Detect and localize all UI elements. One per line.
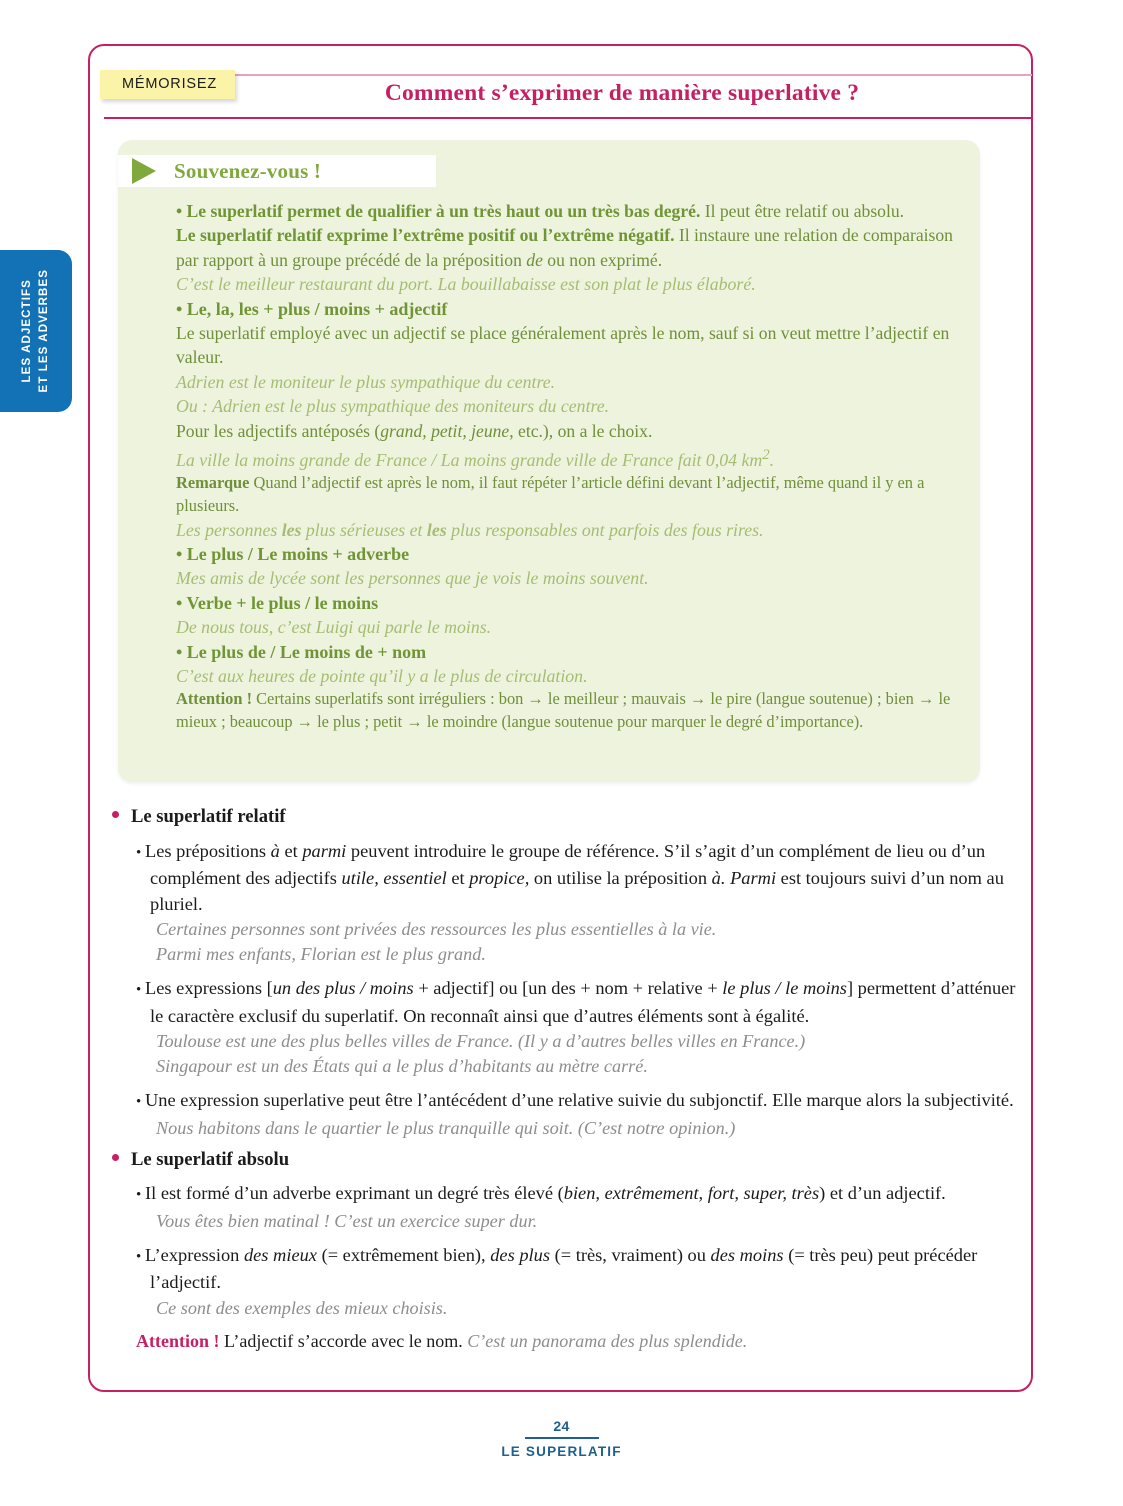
remember-example-4 bbox=[176, 443, 966, 472]
remember-remark bbox=[176, 472, 966, 517]
example-line: Nous habitons dans le quartier le plus tranquille qui soit. (C’est notre opinion.) bbox=[156, 1117, 736, 1138]
remember-box-content bbox=[176, 199, 966, 734]
remember-p2-italic: de bbox=[526, 249, 543, 270]
header-rule-top bbox=[212, 74, 1032, 76]
remember-example-1: C’est le meilleur restaurant du port. La bouillabaisse est son plat le plus élaboré. bbox=[176, 274, 756, 295]
example-line: Toulouse est une des plus belles villes de France. (Il y a d’autres belles villes en France.) bbox=[156, 1031, 806, 1051]
play-triangle-icon bbox=[132, 158, 156, 184]
footer-label: LE SUPERLATIF bbox=[501, 1443, 622, 1459]
ex5-b: plus sérieuses et bbox=[301, 519, 427, 540]
ex5-b2: les bbox=[426, 519, 447, 540]
remember-p2-rest-a: Il instaure une relation de comparaison par rapport à un groupe précédé de la préposition bbox=[176, 225, 953, 270]
final-attention bbox=[136, 1329, 1024, 1355]
remember-example-6: Mes amis de lycée sont les personnes que je vois le moins souvent. bbox=[176, 568, 649, 589]
remember-p2-rest-b: ou non exprimé. bbox=[542, 249, 663, 270]
remember-paragraph-2 bbox=[176, 223, 966, 272]
remember-rule-1-text2-b: , etc.), on a le choix. bbox=[509, 420, 653, 441]
footer bbox=[0, 1418, 1123, 1459]
remember-box-header bbox=[132, 155, 321, 187]
remember-p1-bold: • Le superlatif permet de qualifier à un très haut ou un très bas degré. bbox=[176, 201, 701, 221]
side-tab-line-2: ET LES ADVERBES bbox=[38, 269, 50, 393]
example-line: Singapour est un des États qui a le plus d’habitants au mètre carré. bbox=[156, 1056, 648, 1076]
example-line: Vous êtes bien matinal ! C’est un exercice super dur. bbox=[156, 1210, 538, 1231]
ex5-b1: les bbox=[281, 519, 302, 540]
remember-rule-3: • Verbe + le plus / le moins bbox=[176, 592, 379, 613]
example-line: Parmi mes enfants, Florian est le plus grand. bbox=[156, 944, 486, 964]
remember-p2-bold: Le superlatif relatif exprime l’extrême positif ou l’extrême négatif. bbox=[176, 225, 675, 246]
section-bullet-icon bbox=[112, 1154, 119, 1161]
side-tab-line-1: LES ADJECTIFS bbox=[21, 279, 33, 383]
footer-rule bbox=[525, 1437, 599, 1439]
remember-attention bbox=[176, 688, 966, 733]
remark-text: Quand l’adjectif est après le nom, il faut répéter l’article défini devant l’adjectif, même quand il y en a plusieurs. bbox=[176, 473, 925, 515]
section-heading-absolu bbox=[112, 1147, 1024, 1173]
ex5-c: plus responsables ont parfois des fous rires. bbox=[446, 519, 764, 540]
remember-rule-1-text2-italic: grand, petit, jeune bbox=[380, 420, 510, 441]
remember-rule-2: • Le plus / Le moins + adverbe bbox=[176, 543, 410, 564]
section-heading-relatif bbox=[112, 804, 1024, 830]
header-rule-bottom bbox=[104, 117, 1032, 119]
page-title: Comment s’exprimer de manière superlative ? bbox=[384, 80, 860, 106]
example-line: Certaines personnes sont privées des ressources les plus essentielles à la vie. bbox=[156, 919, 717, 939]
remember-p1-rest: Il peut être relatif ou absolu. bbox=[700, 201, 905, 221]
final-attention-text: L’adjectif s’accorde avec le nom. bbox=[219, 1330, 468, 1351]
remember-rule-1-text: Le superlatif employé avec un adjectif se place généralement après le nom, sauf si on veut mettre l’adjectif en valeur. bbox=[176, 323, 950, 368]
remember-rule-4: • Le plus de / Le moins de + nom bbox=[176, 641, 427, 662]
example-line: Ce sont des exemples des mieux choisis. bbox=[156, 1297, 448, 1318]
section-side-tab bbox=[0, 250, 72, 412]
list-item: • L’expression des mieux (= extrêmement bien), des plus (= très, vraiment) ou des moins (= très peu) peut précéder l’adjectif. bbox=[136, 1243, 1024, 1296]
remember-example-4-main: La ville la moins grande de France / La moins grande ville de France fait 0,04 km bbox=[176, 449, 763, 470]
memorisez-badge: MÉMORISEZ bbox=[100, 70, 235, 99]
section-bullet-icon bbox=[112, 811, 119, 818]
list-item: • Les expressions [un des plus / moins + adjectif] ou [un des + nom + relative + le plus / le moins] permettent d’atténuer le caractère exclusif du superlatif. On reconnaît ainsi que d’autres éléments sont à égalité. bbox=[136, 976, 1024, 1029]
remember-rule-1-text2-a: Pour les adjectifs antéposés ( bbox=[176, 420, 381, 441]
remember-example-5 bbox=[176, 518, 966, 542]
remember-example-4-sup: 2 bbox=[762, 447, 770, 464]
section-heading-relatif-label: Le superlatif relatif bbox=[131, 806, 286, 827]
remember-example-7: De nous tous, c’est Luigi qui parle le moins. bbox=[176, 617, 492, 638]
remember-attention-label: Attention ! bbox=[176, 689, 253, 709]
list-item: • Les prépositions à et parmi peuvent introduire le groupe de référence. S’il s’agit d’un complément de lieu ou d’un complément des adjectifs utile, essentiel et propice, on utilise la préposition à. Parmi est toujours suivi d’un nom au pluriel. bbox=[136, 839, 1024, 918]
remember-example-4-end: . bbox=[769, 449, 775, 470]
remark-label: Remarque bbox=[176, 473, 250, 493]
list-item: • Une expression superlative peut être l’antécédent d’une relative suivie du subjonctif. Elle marque alors la subjectivité. bbox=[136, 1088, 1024, 1116]
section-heading-absolu-label: Le superlatif absolu bbox=[131, 1148, 290, 1170]
footer-page-number: 24 bbox=[553, 1418, 570, 1434]
side-tab-text bbox=[19, 269, 53, 392]
remember-example-8: C’est aux heures de pointe qu’il y a le plus de circulation. bbox=[176, 666, 588, 687]
remember-example-2: Adrien est le moniteur le plus sympathique du centre. bbox=[176, 371, 556, 392]
remember-box-title: Souvenez-vous ! bbox=[174, 158, 322, 183]
remember-rule-1-text2 bbox=[176, 419, 966, 443]
main-content bbox=[112, 798, 1024, 1354]
remember-example-3: Ou : Adrien est le plus sympathique des moniteurs du centre. bbox=[176, 396, 610, 417]
ex5-a: Les personnes bbox=[176, 519, 282, 540]
list-item: • Il est formé d’un adverbe exprimant un degré très élevé (bien, extrêmement, fort, super, très) et d’un adjectif. bbox=[136, 1181, 1024, 1209]
remember-paragraph-1 bbox=[176, 199, 966, 223]
final-attention-example: C’est un panorama des plus splendide. bbox=[467, 1330, 748, 1351]
final-attention-label: Attention ! bbox=[136, 1330, 220, 1351]
remember-attention-text: Certains superlatifs sont irréguliers : bon → le meilleur ; mauvais → le pire (langue soutenue) ; bien → le mieux ; beaucoup → le plus ; petit → le moindre (langue soutenue pour marquer le degré d’importance). bbox=[176, 689, 951, 732]
remember-rule-1: • Le, la, les + plus / moins + adjectif bbox=[176, 298, 448, 319]
